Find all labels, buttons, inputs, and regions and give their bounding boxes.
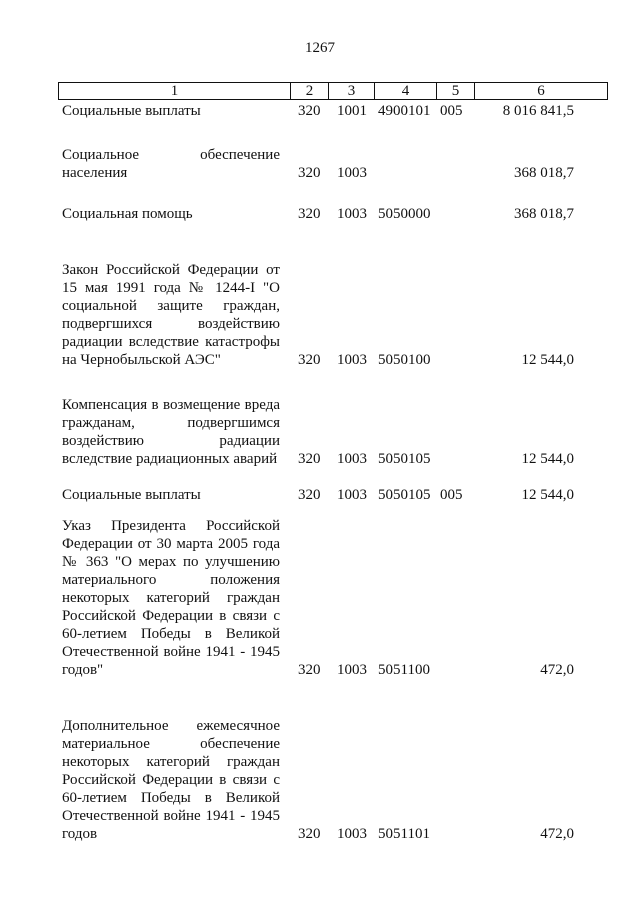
- row-col2: 320: [298, 206, 321, 222]
- row-col6: 12 544,0: [521, 352, 574, 368]
- row-name: Социальные выплаты: [62, 487, 201, 503]
- row-col6: 12 544,0: [521, 487, 574, 503]
- row-col3: 1001: [337, 103, 367, 119]
- table-row: [0, 261, 640, 369]
- table-row: [0, 102, 640, 120]
- row-col4: 5050105: [378, 487, 431, 503]
- header-col-2: 2: [305, 83, 314, 99]
- row-name: Дополнительное ежемесячное материальное обеспечение некоторых категорий граждан Российской Федерации в связи с 60-летием Победы в Великой Отечественной войне 1941 - 1945 годов: [62, 718, 280, 842]
- row-col6: 8 016 841,5: [502, 103, 574, 119]
- row-name: Социальные выплаты: [62, 103, 201, 119]
- row-col3: 1003: [337, 165, 367, 181]
- header-col-1: 1: [170, 83, 179, 99]
- row-col2: 320: [298, 662, 321, 678]
- table-row: [0, 717, 640, 843]
- row-col3: 1003: [337, 487, 367, 503]
- row-col3: 1003: [337, 826, 367, 842]
- page-number: 1267: [305, 40, 335, 56]
- row-col2: 320: [298, 826, 321, 842]
- row-col3: 1003: [337, 451, 367, 467]
- row-col4: 4900101: [378, 103, 431, 119]
- row-name: Закон Российской Федерации от 15 мая 1991 года № 1244-I "О социальной защите граждан, подвергшихся воздействию радиации вследствие катастрофы на Чернобыльской АЭС": [62, 262, 280, 368]
- row-col2: 320: [298, 451, 321, 467]
- header-col-3: 3: [347, 83, 356, 99]
- table-row: [0, 396, 640, 468]
- row-col2: 320: [298, 352, 321, 368]
- row-col4: 5050100: [378, 352, 431, 368]
- row-col6: 368 018,7: [514, 206, 574, 222]
- row-col4: 5050105: [378, 451, 431, 467]
- header-col-5: 5: [451, 83, 460, 99]
- table-row: [0, 205, 640, 223]
- row-name: Социальное обеспечение населения: [62, 147, 280, 181]
- row-col2: 320: [298, 487, 321, 503]
- row-col4: 5051101: [378, 826, 430, 842]
- row-col5: 005: [440, 103, 463, 119]
- row-name: Социальная помощь: [62, 206, 193, 222]
- row-col6: 368 018,7: [514, 165, 574, 181]
- row-col3: 1003: [337, 352, 367, 368]
- header-col-6: 6: [537, 83, 545, 99]
- row-name: Компенсация в возмещение вреда гражданам, подвергшимся воздействию радиации вследствие радиационных аварий: [62, 397, 280, 467]
- row-col6: 12 544,0: [521, 451, 574, 467]
- table-row: [0, 146, 640, 182]
- row-col4: 5050000: [378, 206, 431, 222]
- row-col3: 1003: [337, 206, 367, 222]
- row-col5: 005: [440, 487, 463, 503]
- row-col6: 472,0: [540, 662, 574, 678]
- row-col3: 1003: [337, 662, 367, 678]
- row-col2: 320: [298, 165, 321, 181]
- table-row: [0, 486, 640, 504]
- row-name: Указ Президента Российской Федерации от 30 марта 2005 года № 363 "О мерах по улучшению материального положения некоторых категорий граждан Российской Федерации в связи с 60-летием Победы в Великой Отечественной войне 1941 - 1945 годов": [62, 518, 280, 678]
- row-col4: 5051100: [378, 662, 430, 678]
- row-col6: 472,0: [540, 826, 574, 842]
- header-col-4: 4: [401, 83, 410, 99]
- table-row: [0, 518, 640, 679]
- table-header: [58, 82, 608, 100]
- row-col2: 320: [298, 103, 321, 119]
